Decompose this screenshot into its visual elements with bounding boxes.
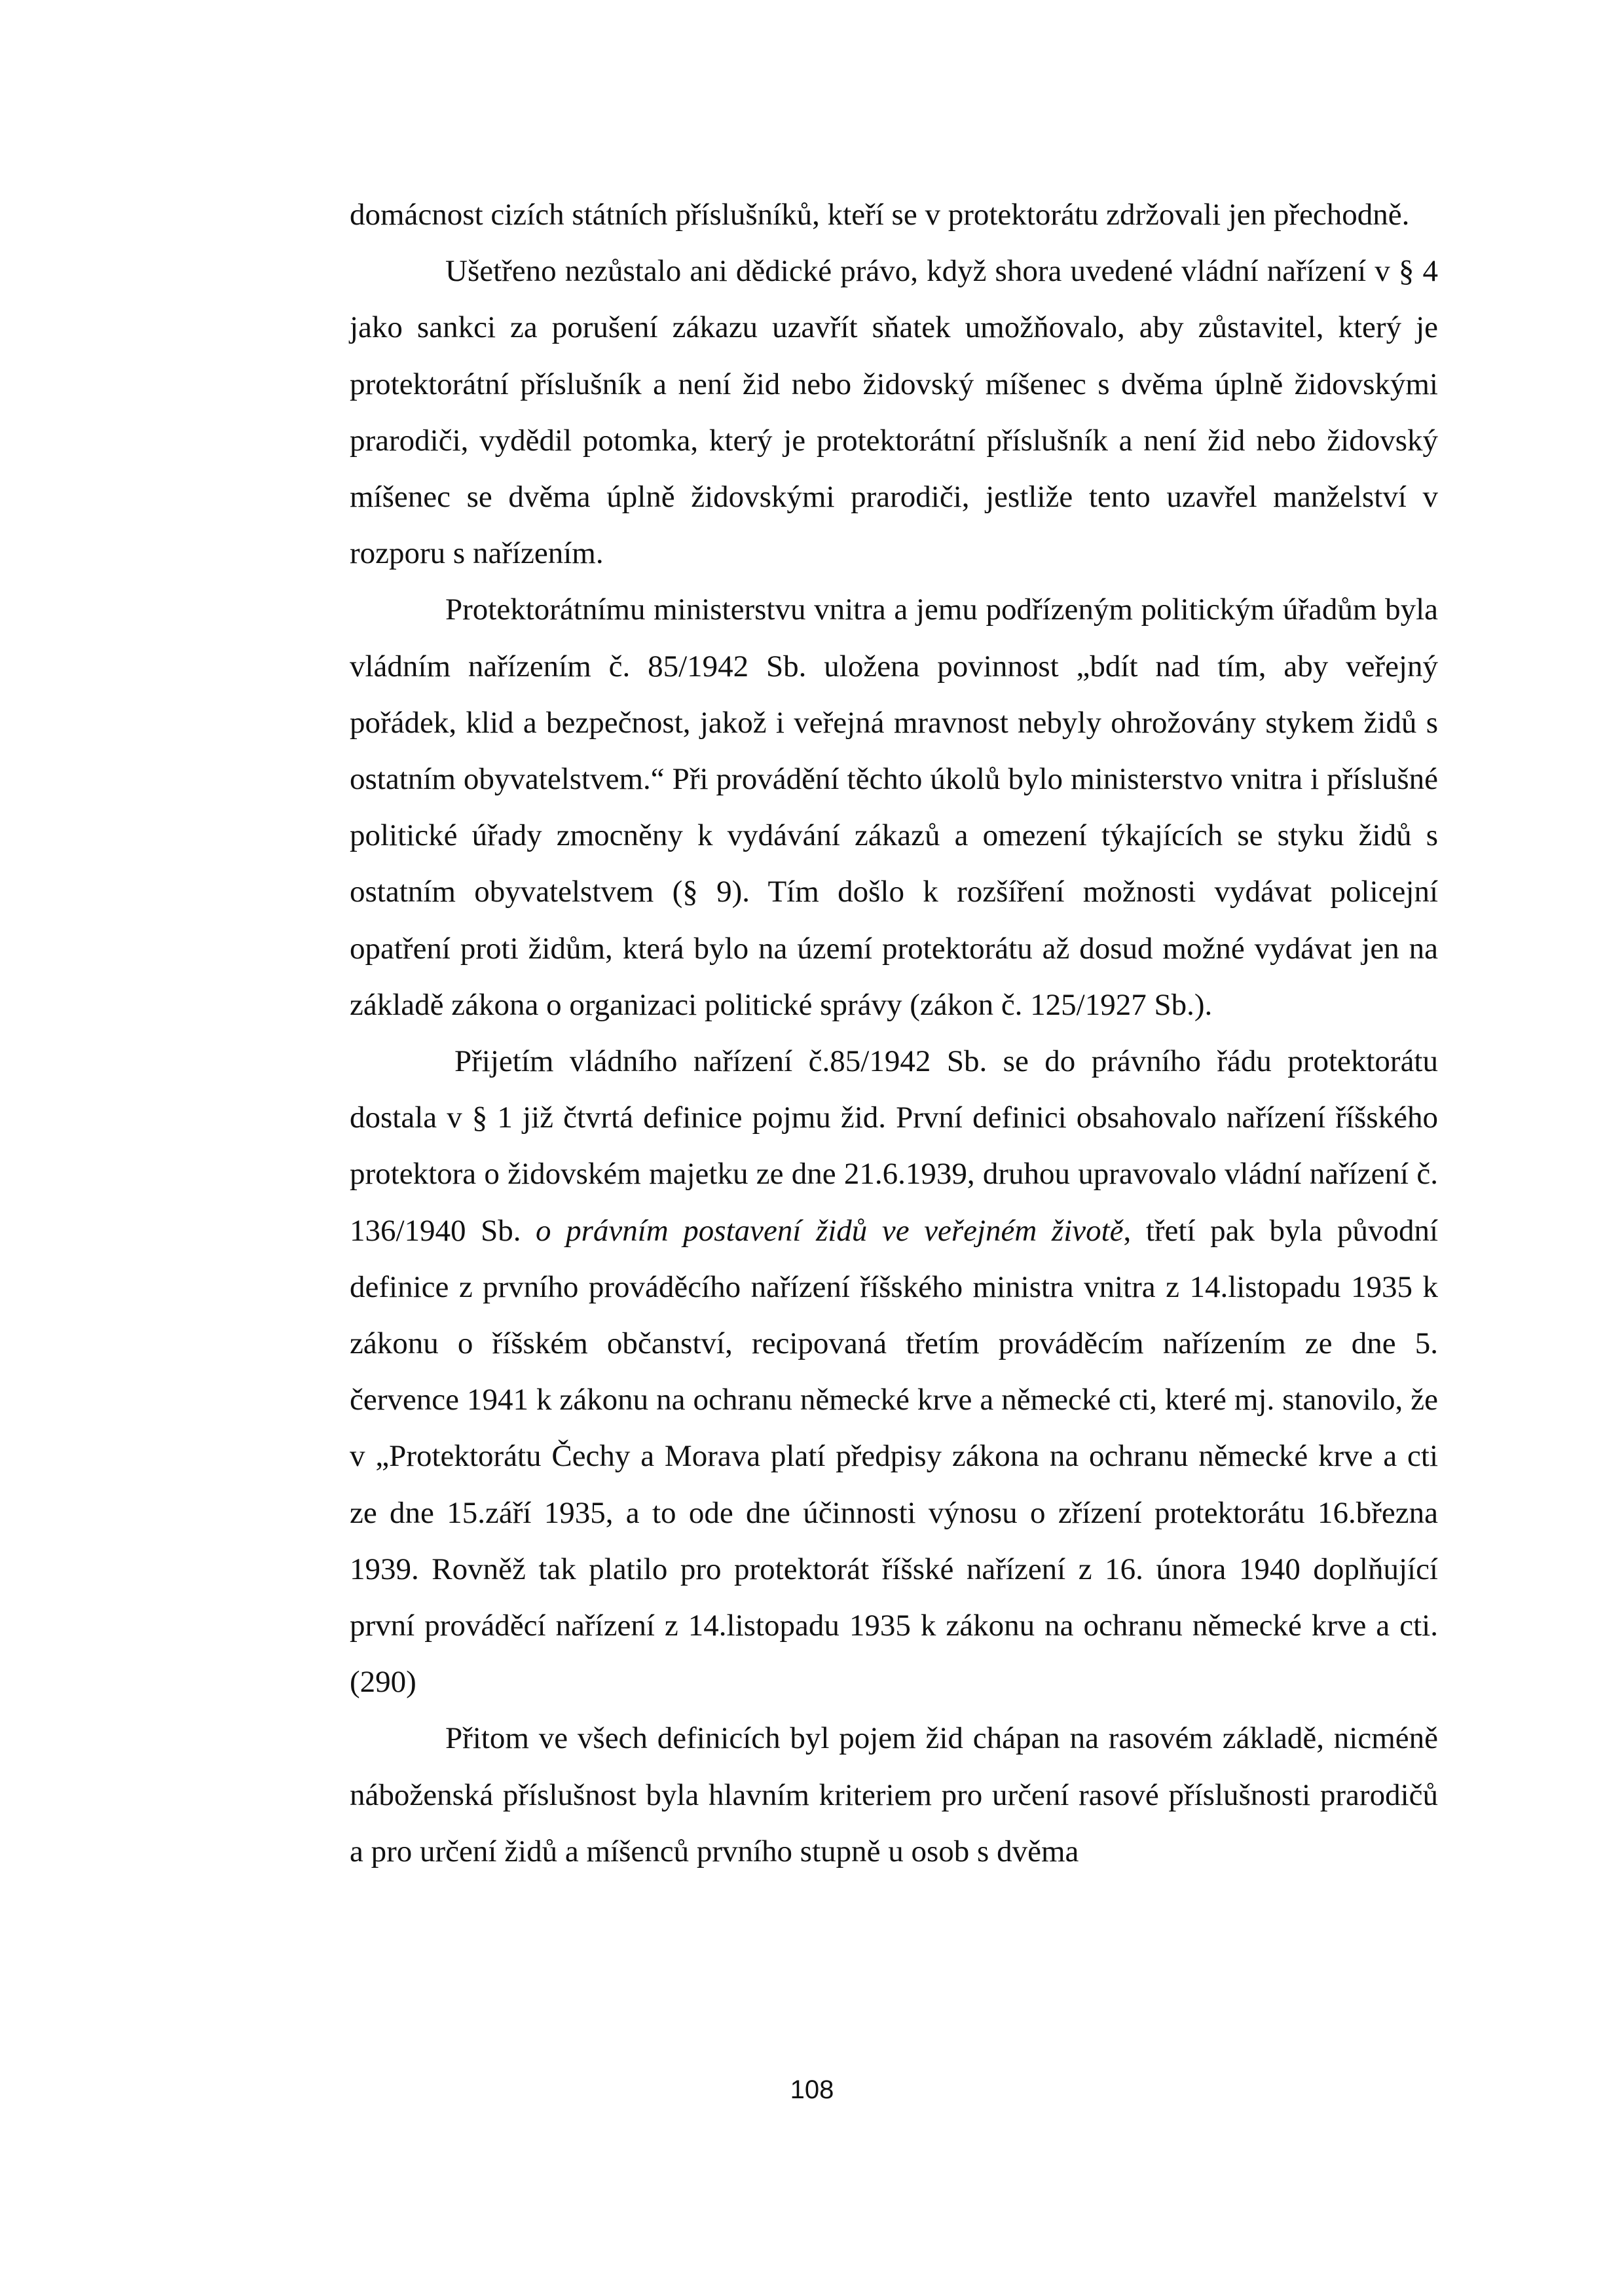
- paragraph-4-text-after: , třetí pak byla původní definice z prvního prováděcího nařízení říšského ministra vnitra z 14.listopadu 1935 k zákonu o říšském občanství, recipovaná třetím prováděcím nařízením ze dne 5. července 1941 k zákonu na ochranu německé krve a německé cti, které mj. stanovilo, že v „Protektorátu Čechy a Morava platí předpisy zákona na ochranu německé krve a cti ze dne 15.září 1935, a to ode dne účinnosti výnosu o zřízení protektorátu 16.března 1939. Rovněž tak platilo pro protektorát říšské nařízení z 16. února 1940 doplňující první prováděcí nařízení z 14.listopadu 1935 k zákonu na ochranu německé krve a cti. (290): [350, 1213, 1439, 1700]
- paragraph-3: Protektorátnímu ministerstvu vnitra a jemu podřízeným politickým úřadům byla vládním nařízením č. 85/1942 Sb. uložena povinnost „bdít nad tím, aby veřejný pořádek, klid a bezpečnost, jakož i veřejná mravnost nebyly ohrožovány stykem židů s ostatním obyvatelstvem.“ Při provádění těchto úkolů bylo ministerstvo vnitra i příslušné politické úřady zmocněny k vydávání zákazů a omezení týkajících se styku židů s ostatním obyvatelstvem (§ 9). Tím došlo k rozšíření možnosti vydávat policejní opatření proti židům, která bylo na území protektorátu až dosud možné vydávat jen na základě zákona o organizaci politické správy (zákon č. 125/1927 Sb.).: [350, 592, 1438, 1022]
- paragraph-1: domácnost cizích státních příslušníků, kteří se v protektorátu zdržovali jen přechodně.: [350, 198, 1410, 232]
- paragraph-4-text-before: Přijetím vládního nařízení č.85/1942 Sb. se do právního řádu protektorátu dostala v § 1 již čtvrtá definice pojmu žid. První definici obsahovalo nařízení říšského protektora o židovském majetku ze dne 21.6.1939, druhou upravovalo vládní nařízení č. 136/1940 Sb.: [350, 1044, 1438, 1248]
- page-number: 108: [790, 2075, 834, 2104]
- paragraph-2: Ušetřeno nezůstalo ani dědické právo, když shora uvedené vládní nařízení v § 4 jako sankci za porušení zákazu uzavřít sňatek umožňovalo, aby zůstavitel, který je protektorátní příslušník a není žid nebo židovský míšenec s dvěma úplně židovskými prarodiči, vydědil potomka, který je protektorátní příslušník a není žid nebo židovský míšenec se dvěma úplně židovskými prarodiči, jestliže tento uzavřel manželství v rozporu s nařízením.: [350, 254, 1438, 571]
- body-text: [350, 187, 1438, 1880]
- paragraph-4: [350, 1033, 1438, 1710]
- paragraph-5: Přitom ve všech definicích byl pojem žid chápan na rasovém základě, nicméně náboženská příslušnost byla hlavním kriteriem pro určení rasové příslušnosti prarodičů a pro určení židů a míšenců prvního stupně u osob s dvěma: [350, 1721, 1438, 1868]
- paragraph-4-italic-title: o právním postavení židů ve veřejném životě: [536, 1213, 1124, 1248]
